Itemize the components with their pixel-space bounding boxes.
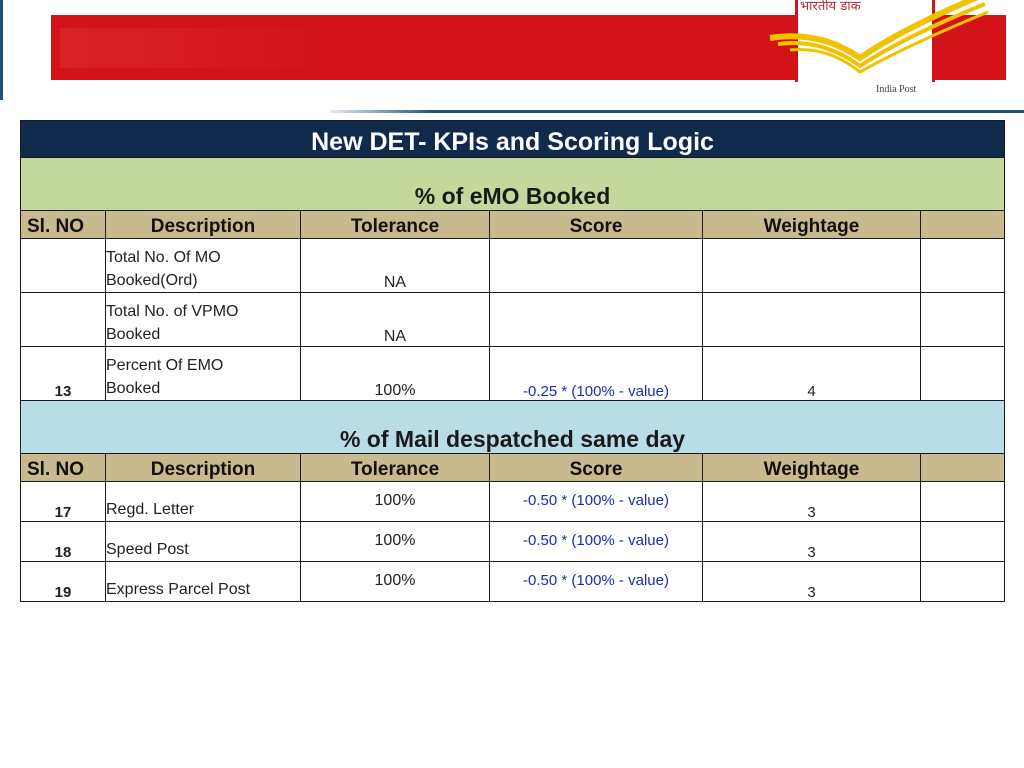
col-header-description: Description [106, 211, 301, 239]
weightage-cell: 3 [703, 522, 921, 562]
extra-cell [921, 347, 1005, 401]
header-rule [330, 110, 1024, 113]
col-header-description: Description [106, 454, 301, 482]
col-header-extra [921, 211, 1005, 239]
description-cell: Express Parcel Post [106, 562, 301, 602]
col-header-tolerance: Tolerance [301, 454, 490, 482]
col-header-sl-no: Sl. NO [21, 454, 106, 482]
logo-english-text: India Post [876, 84, 917, 95]
banner-decoration [60, 28, 330, 68]
section-heading-row [21, 401, 1005, 454]
sl-no-cell [21, 293, 106, 347]
left-accent-bar [0, 0, 3, 100]
score-cell: -0.50 * (100% - value) [490, 562, 703, 602]
kpi-table [20, 120, 1005, 602]
col-header-sl-no: Sl. NO [21, 211, 106, 239]
description-line: Total No. Of MO [106, 249, 221, 266]
sl-no-cell [21, 239, 106, 293]
score-cell: -0.50 * (100% - value) [490, 522, 703, 562]
logo-hindi-text: भारतीय डाक [800, 0, 861, 14]
score-cell: -0.25 * (100% - value) [490, 347, 703, 401]
section-heading: % of eMO Booked [21, 158, 1005, 211]
col-header-weightage: Weightage [703, 211, 921, 239]
sl-no-cell: 17 [21, 482, 106, 522]
col-header-tolerance: Tolerance [301, 211, 490, 239]
table-row [21, 239, 1005, 293]
score-cell [490, 239, 703, 293]
extra-cell [921, 293, 1005, 347]
extra-cell [921, 239, 1005, 293]
weightage-cell [703, 239, 921, 293]
tolerance-cell: 100% [301, 347, 490, 401]
sl-no-cell: 18 [21, 522, 106, 562]
tolerance-cell: NA [301, 293, 490, 347]
india-post-logo-icon [760, 0, 990, 82]
score-cell: -0.50 * (100% - value) [490, 482, 703, 522]
description-cell: Regd. Letter [106, 482, 301, 522]
extra-cell [921, 522, 1005, 562]
sl-no-cell: 13 [21, 347, 106, 401]
description-cell [106, 293, 301, 347]
description-cell [106, 347, 301, 401]
weightage-cell: 3 [703, 482, 921, 522]
section-heading: % of Mail despatched same day [21, 401, 1005, 454]
sl-no-cell: 19 [21, 562, 106, 602]
description-line: Booked [106, 326, 161, 343]
col-header-score: Score [490, 454, 703, 482]
column-header-row [21, 211, 1005, 239]
tolerance-cell: 100% [301, 562, 490, 602]
description-cell: Speed Post [106, 522, 301, 562]
table-row [21, 482, 1005, 522]
weightage-cell [703, 293, 921, 347]
weightage-cell: 3 [703, 562, 921, 602]
extra-cell [921, 562, 1005, 602]
table-row [21, 562, 1005, 602]
table-title: New DET- KPIs and Scoring Logic [21, 121, 1005, 158]
col-header-weightage: Weightage [703, 454, 921, 482]
col-header-extra [921, 454, 1005, 482]
description-line: Percent Of EMO [106, 357, 224, 374]
tolerance-cell: NA [301, 239, 490, 293]
table-row [21, 347, 1005, 401]
table-title-row [21, 121, 1005, 158]
description-line: Total No. of VPMO [106, 303, 239, 320]
weightage-cell: 4 [703, 347, 921, 401]
extra-cell [921, 482, 1005, 522]
tolerance-cell: 100% [301, 522, 490, 562]
description-line: Booked(Ord) [106, 272, 198, 289]
score-cell [490, 293, 703, 347]
table-row [21, 293, 1005, 347]
section-heading-row [21, 158, 1005, 211]
tolerance-cell: 100% [301, 482, 490, 522]
description-cell [106, 239, 301, 293]
column-header-row [21, 454, 1005, 482]
col-header-score: Score [490, 211, 703, 239]
table-row [21, 522, 1005, 562]
description-line: Booked [106, 380, 161, 397]
